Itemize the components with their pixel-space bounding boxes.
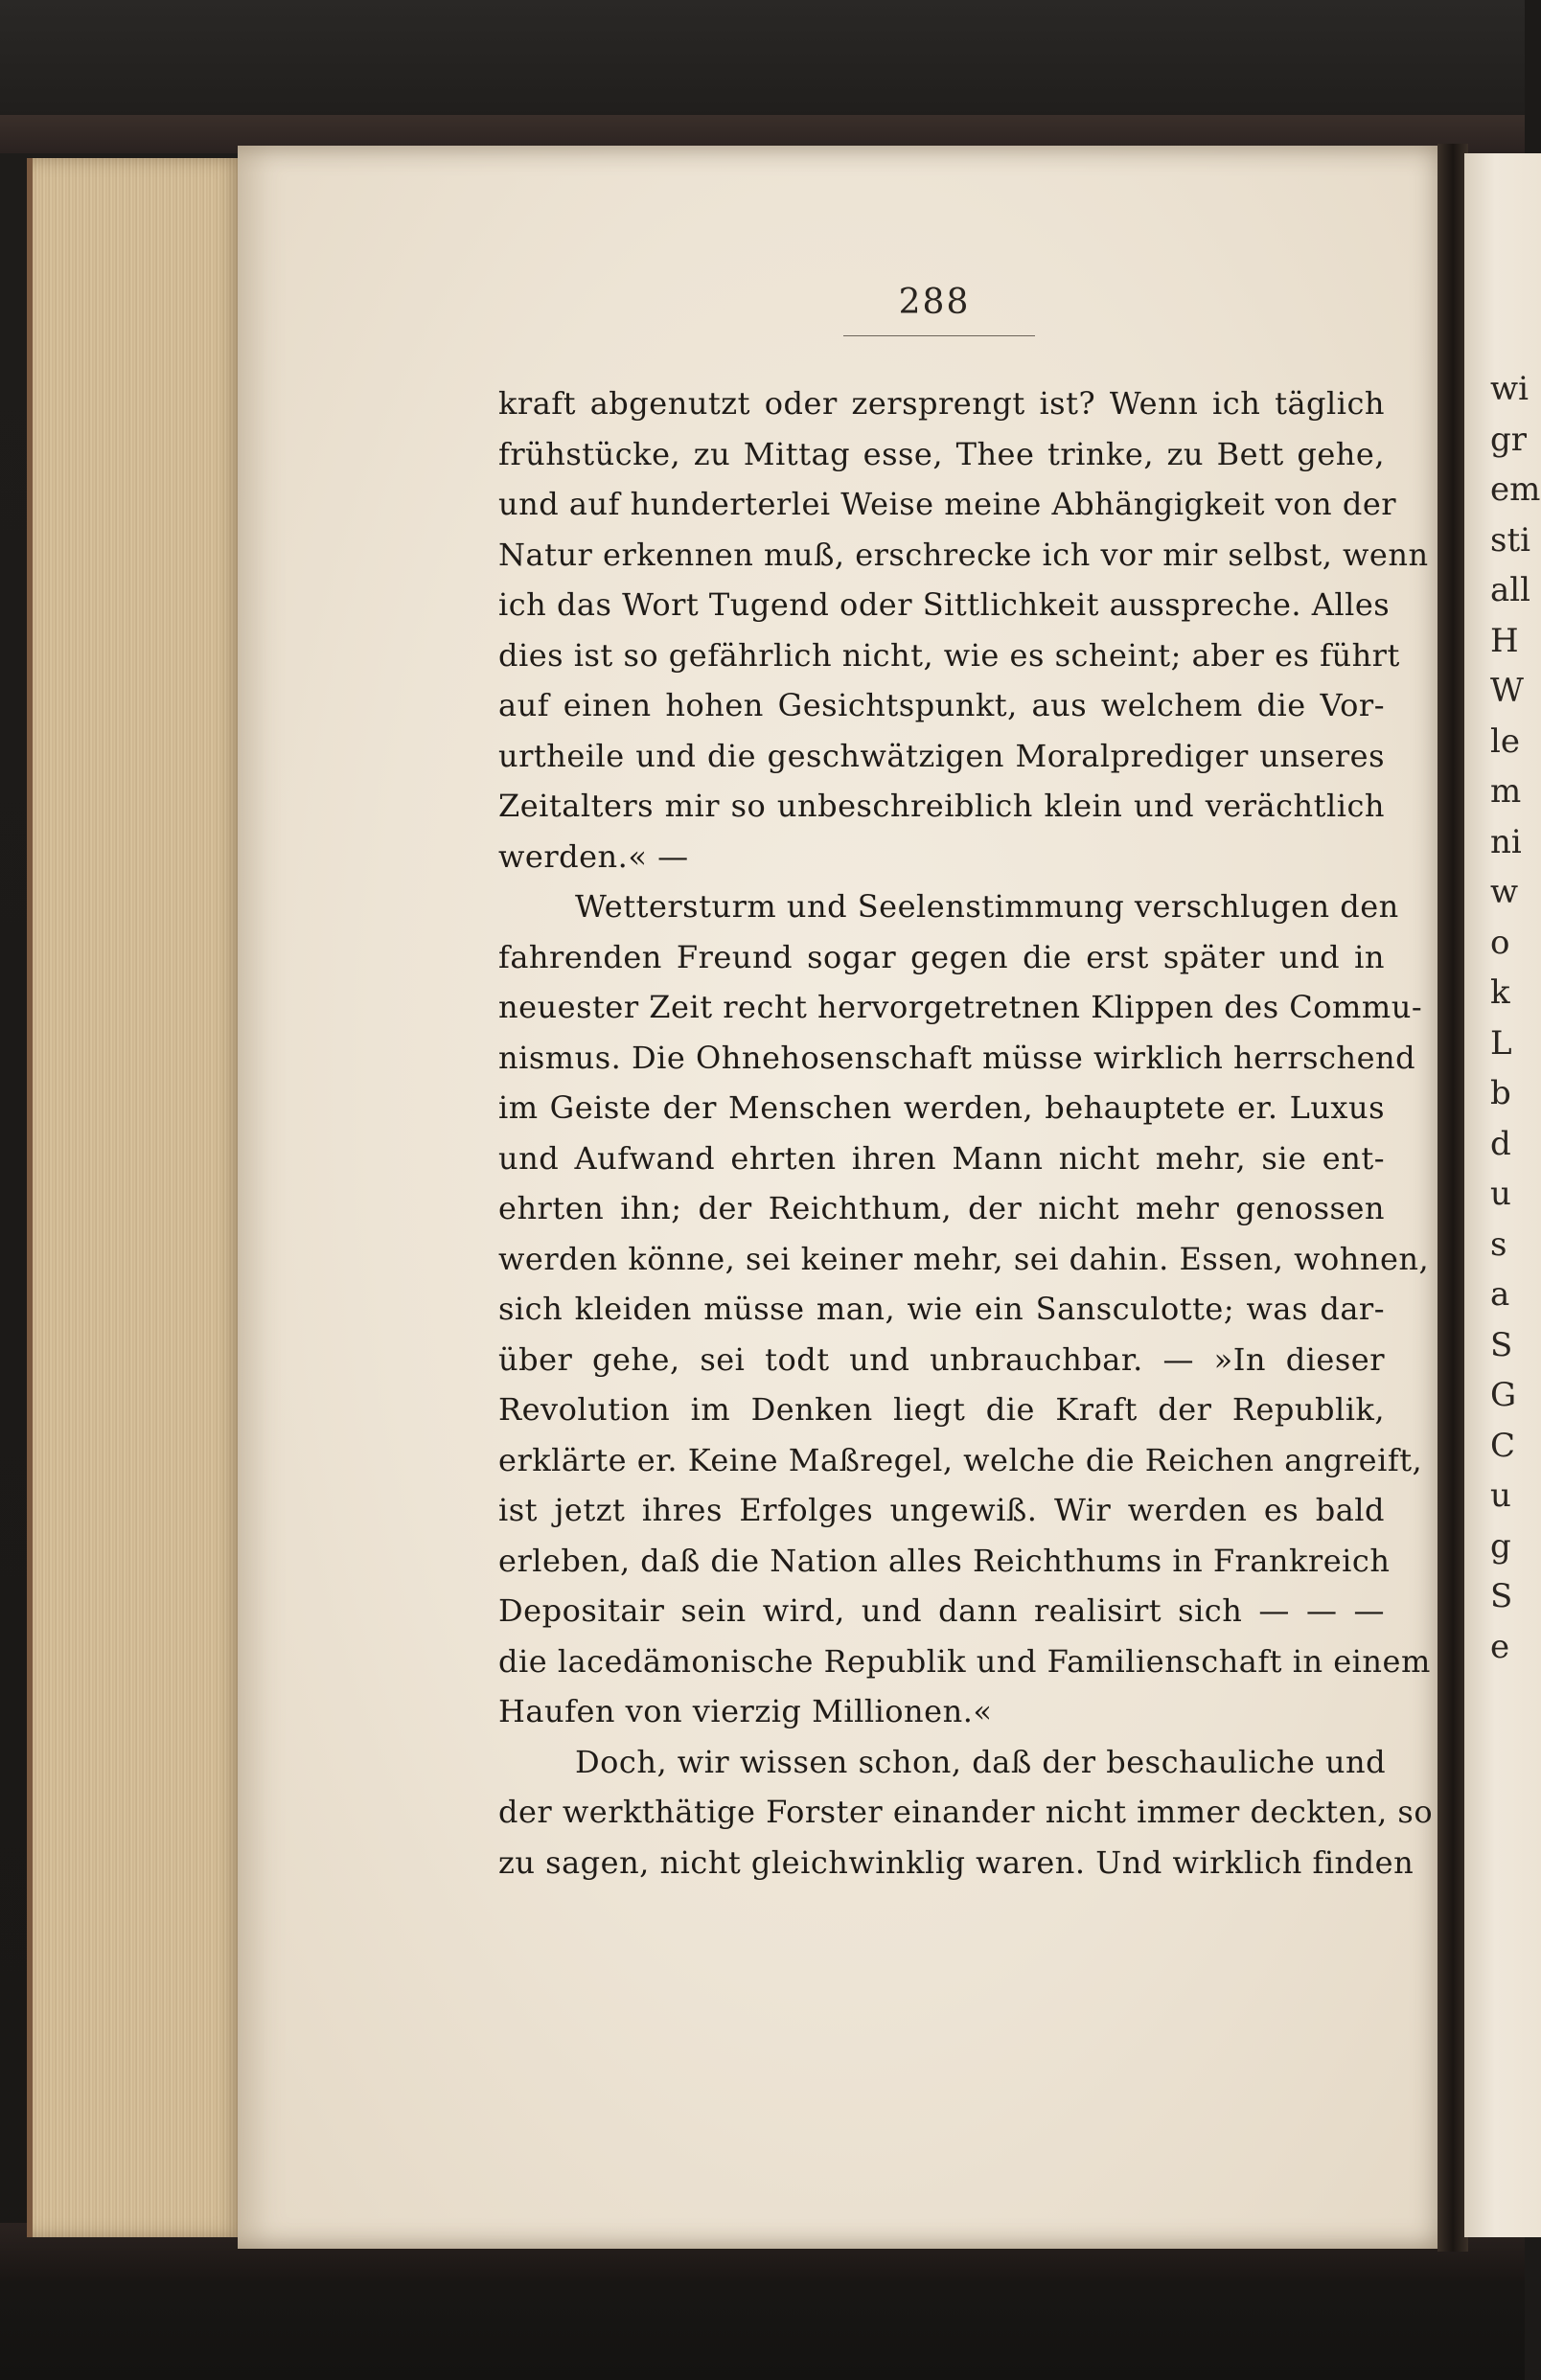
text-line: auf einen hohen Gesichtspunkt, aus welchem die Vor- (498, 687, 1385, 723)
text-line: urtheile und die geschwätzigen Moralprediger unseres (498, 737, 1385, 774)
text-line: Depositair sein wird, und dann realisirt sich — — — (498, 1592, 1385, 1629)
text-line: die lacedämonische Republik und Familienschaft in einem (498, 1642, 1431, 1680)
text-line: werden.« — (498, 837, 689, 875)
facing-fragment: sti (1490, 520, 1530, 560)
facing-fragment: le (1490, 721, 1520, 761)
header-rule (843, 335, 1035, 336)
facing-fragment: C (1490, 1426, 1516, 1465)
text-line: ich das Wort Tugend oder Sittlichkeit ausspreche. Alles (498, 586, 1391, 623)
page-number: 288 (898, 283, 971, 322)
text-line: erklärte er. Keine Maßregel, welche die Reichen angreift, (498, 1441, 1423, 1478)
facing-fragment: L (1490, 1023, 1512, 1063)
facing-fragment: d (1490, 1124, 1511, 1163)
text-line: der werkthätige Forster einander nicht immer deckten, so (498, 1794, 1434, 1830)
text-line: erleben, daß die Nation alles Reichthums in Frankreich (498, 1542, 1391, 1579)
text-line: zu sagen, nicht gleichwinklig waren. Und wirklich finden (498, 1843, 1414, 1881)
facing-fragment: S (1490, 1577, 1513, 1615)
facing-fragment: b (1490, 1074, 1511, 1112)
text-line: sich kleiden müsse man, wie ein Sansculotte; was dar- (498, 1291, 1385, 1327)
text-line: Natur erkennen muß, erschrecke ich vor mir selbst, wenn (498, 536, 1429, 573)
text-line: ist jetzt ihres Erfolges ungewiß. Wir werden es bald (498, 1492, 1385, 1528)
facing-fragment: e (1490, 1627, 1510, 1666)
facing-fragment: u (1490, 1476, 1511, 1515)
text-line: fahrenden Freund sogar gegen die erst später und in (498, 938, 1385, 975)
facing-fragment: m (1490, 772, 1522, 811)
text-line: Revolution im Denken liegt die Kraft der Republik, (498, 1391, 1385, 1428)
facing-fragment: all (1490, 571, 1531, 609)
facing-fragment: H (1490, 621, 1519, 660)
facing-fragment: s (1490, 1224, 1507, 1264)
facing-fragment: em (1490, 470, 1541, 509)
text-line: im Geiste der Menschen werden, behauptete er. Luxus (498, 1089, 1385, 1126)
facing-fragment: a (1490, 1275, 1510, 1314)
text-line: über gehe, sei todt und unbrauchbar. — »In dieser (498, 1340, 1385, 1378)
text-line: kraft abgenutzt oder zersprengt ist? Wenn ich täglich (498, 385, 1385, 422)
facing-fragment: g (1490, 1526, 1511, 1566)
facing-fragment: k (1490, 973, 1510, 1012)
facing-fragment: G (1490, 1376, 1517, 1414)
facing-page-text (1490, 364, 1541, 1993)
text-line: und auf hunderterlei Weise meine Abhängigkeit von der (498, 486, 1397, 522)
text-line: dies ist so gefährlich nicht, wie es scheint; aber es führt (498, 636, 1400, 674)
facing-fragment: W (1490, 672, 1524, 710)
facing-fragment: S (1490, 1325, 1513, 1364)
facing-fragment: wi (1490, 370, 1529, 408)
facing-fragment: u (1490, 1175, 1511, 1213)
body-text (498, 378, 1434, 1888)
text-line: frühstücke, zu Mittag esse, Thee trinke, zu Bett gehe, (498, 435, 1385, 472)
facing-fragment: o (1490, 923, 1510, 962)
text-line: Haufen von vierzig Millionen.« (498, 1693, 993, 1729)
facing-fragment: ni (1490, 822, 1522, 861)
facing-fragment: gr (1490, 420, 1528, 459)
text-line: Doch, wir wissen schon, daß der beschauliche und (575, 1743, 1387, 1780)
text-line: Wettersturm und Seelenstimmung verschlugen den (575, 888, 1399, 925)
text-line: nismus. Die Ohnehosenschaft müsse wirklich herrschend (498, 1039, 1416, 1076)
page-stack-edge (27, 158, 245, 2237)
text-line: Zeitalters mir so unbeschreiblich klein und verächtlich (498, 788, 1385, 824)
text-line: ehrten ihn; der Reichthum, der nicht mehr genossen (498, 1190, 1385, 1226)
text-line: werden könne, sei keiner mehr, sei dahin. Essen, wohnen, (498, 1240, 1430, 1277)
facing-fragment: w (1490, 873, 1519, 911)
text-line: und Aufwand ehrten ihren Mann nicht mehr, sie ent- (498, 1139, 1385, 1177)
text-line: neuester Zeit recht hervorgetretnen Klippen des Commu- (498, 989, 1423, 1025)
